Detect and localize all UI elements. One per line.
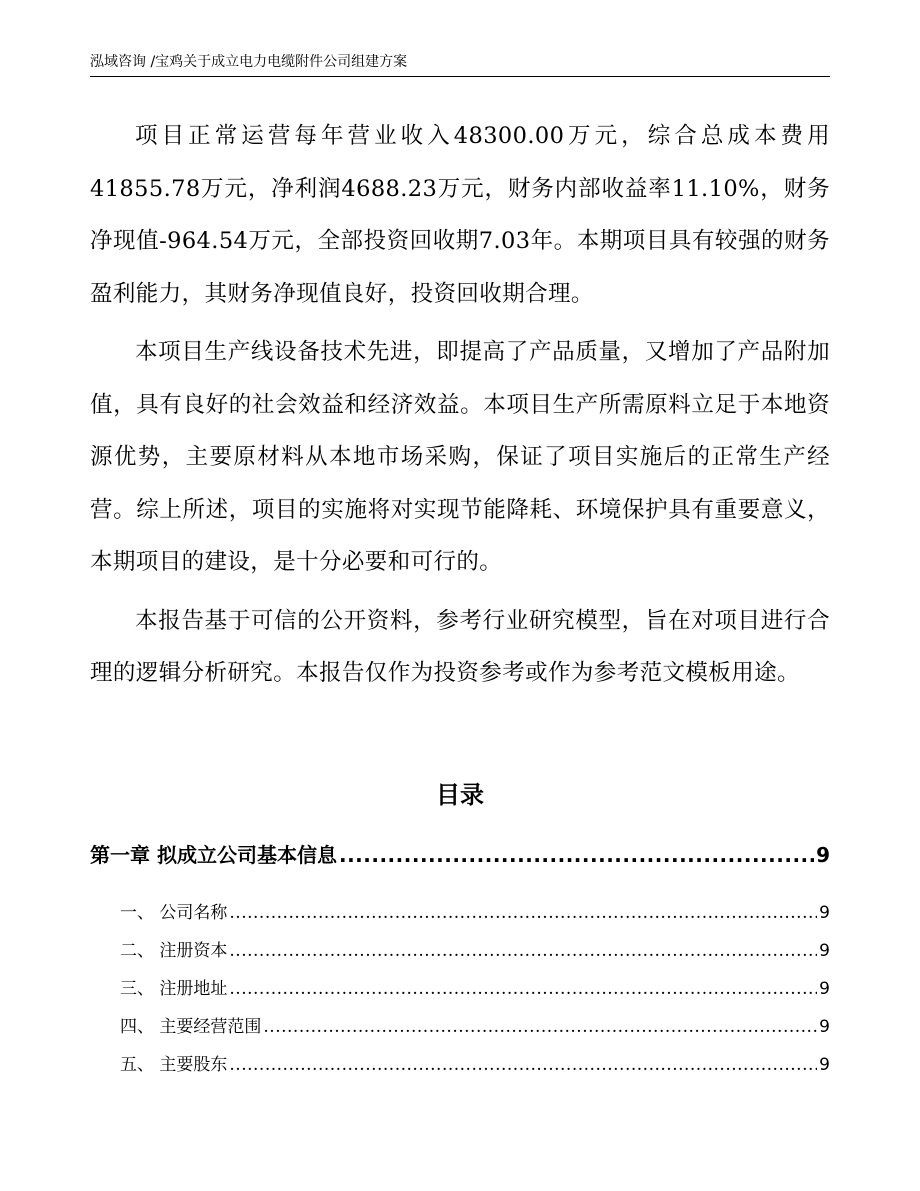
toc-page-number: 9 bbox=[819, 1017, 830, 1037]
toc-leader-dots bbox=[263, 1008, 817, 1046]
toc-title: 目录 bbox=[436, 781, 484, 809]
toc-section-label: 四、 主要经营范围 bbox=[120, 1017, 262, 1037]
toc-page-number: 9 bbox=[819, 941, 830, 961]
header-text: 泓域咨询 /宝鸡关于成立电力电缆附件公司组建方案 bbox=[90, 54, 408, 70]
toc-page-number: 9 bbox=[819, 903, 830, 923]
table-of-contents bbox=[90, 838, 830, 1084]
toc-page-number: 9 bbox=[819, 1055, 830, 1075]
toc-leader-dots bbox=[229, 932, 817, 970]
toc-leader-dots bbox=[339, 838, 814, 872]
toc-section-label: 三、 注册地址 bbox=[120, 979, 228, 999]
toc-page-number: 9 bbox=[819, 979, 830, 999]
page-header bbox=[90, 52, 830, 77]
toc-page-number: 9 bbox=[816, 843, 830, 867]
toc-chapter-1[interactable] bbox=[90, 838, 830, 872]
paragraph-project-benefits: 本项目生产线设备技术先进，即提高了产品质量，又增加了产品附加值，具有良好的社会效益和经济效益。本项目生产所需原料立足于本地资源优势，主要原材料从本地市场采购，保证了项目实施后的正常生产经营。综上所述，项目的实施将对实现节能降耗、环境保护具有重要意义，本期项目的建设，是十分必要和可行的。 bbox=[90, 339, 830, 575]
toc-section-major-shareholders[interactable] bbox=[90, 1046, 830, 1084]
toc-section-label: 一、 公司名称 bbox=[120, 903, 228, 923]
toc-section-registered-address[interactable] bbox=[90, 970, 830, 1008]
body-text bbox=[90, 110, 830, 706]
paragraph-financial-summary: 项目正常运营每年营业收入48300.00万元，综合总成本费用41855.78万元，净利润4688.23万元，财务内部收益率11.10%，财务净现值-964.54万元，全部投资回收期7.03年。本期项目具有较强的财务盈利能力，其财务净现值良好，投资回收期合理。 bbox=[90, 123, 830, 307]
toc-leader-dots bbox=[229, 1046, 817, 1084]
toc-section-label: 二、 注册资本 bbox=[120, 941, 228, 961]
toc-section-label: 五、 主要股东 bbox=[120, 1055, 228, 1075]
toc-section-company-name[interactable] bbox=[90, 894, 830, 932]
toc-chapter-label: 第一章 拟成立公司基本信息 bbox=[90, 843, 337, 867]
toc-leader-dots bbox=[229, 894, 817, 932]
paragraph-disclaimer: 本报告基于可信的公开资料，参考行业研究模型，旨在对项目进行合理的逻辑分析研究。本报告仅作为投资参考或作为参考范文模板用途。 bbox=[90, 607, 830, 686]
toc-section-registered-capital[interactable] bbox=[90, 932, 830, 970]
toc-leader-dots bbox=[229, 970, 817, 1008]
toc-section-business-scope[interactable] bbox=[90, 1008, 830, 1046]
